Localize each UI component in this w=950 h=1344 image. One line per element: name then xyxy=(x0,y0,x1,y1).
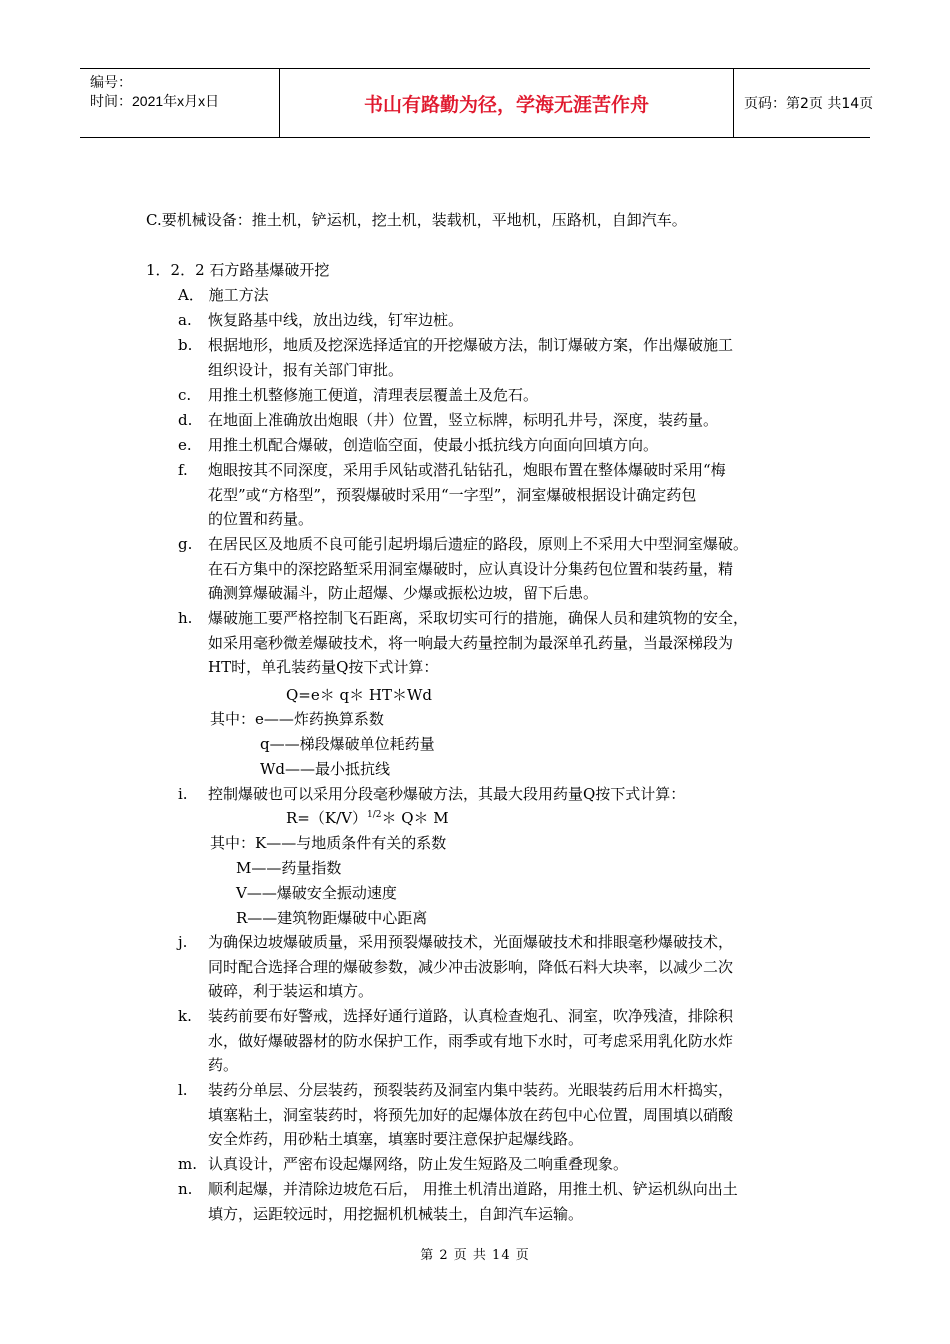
list-item-line: 组织设计，报有关部门审批。 xyxy=(208,360,404,379)
formula-1: Q=e＊ q＊ HT＊Wd xyxy=(286,686,432,704)
equipment-line: C.要机械设备：推土机，铲运机，挖土机，装载机，平地机，压路机，自卸汽车。 xyxy=(146,211,687,229)
method-title: A． 施工方法 xyxy=(178,286,269,304)
list-item-line: 装药分单层、分层装药，预裂装药及洞室内集中装药。光眼装药后用木杆捣实， xyxy=(208,1081,734,1100)
list-marker: m. xyxy=(178,1155,197,1174)
list-item-line: 用推土机配合爆破，创造临空面，使最小抵抗线方向面向回填方向。 xyxy=(208,435,659,454)
list-item-line: 顺利起爆，并清除边坡危石后， 用推土机清出道路，用推土机、铲运机纵向出土 xyxy=(208,1180,738,1199)
list-marker: k. xyxy=(178,1007,192,1026)
list-item-line: 如采用毫秒微差爆破技术，将一响最大药量控制为最深单孔药量，当最深梯段为 xyxy=(208,633,734,652)
formula-2-prefix: R=（K/V） xyxy=(286,809,367,827)
list-marker: g. xyxy=(178,535,193,554)
document-number-label: 编号： xyxy=(90,74,132,90)
header-motto: 书山有路勤为径，学海无涯苦作舟 xyxy=(280,69,734,137)
formula-2-m: M——药量指数 xyxy=(236,859,342,877)
page-footer: 第 2 页 共 14 页 xyxy=(420,1248,530,1263)
list-marker: a. xyxy=(178,311,192,329)
list-marker: d. xyxy=(178,410,193,429)
formula-2-v: V——爆破安全振动速度 xyxy=(236,884,397,902)
item-i-text: 控制爆破也可以采用分段毫秒爆破方法，其最大段用药量Q按下式计算： xyxy=(208,785,686,803)
list-item-line: 炮眼按其不同深度，采用手风钻或潜孔钻钻孔，炮眼布置在整体爆破时采用“梅 xyxy=(208,461,726,479)
section-title: 1．2．2 石方路基爆破开挖 xyxy=(146,261,330,279)
list-item-line: 恢复路基中线，放出边线，钉牢边桩。 xyxy=(208,311,464,329)
formula-2 xyxy=(286,806,449,831)
list-item-line: HT时，单孔装药量Q按下式计算： xyxy=(208,658,439,677)
formula-1-where: 其中：e——炸药换算系数 xyxy=(210,710,384,728)
formula-2-exponent: 1/2 xyxy=(366,810,382,820)
formula-1-q: q——梯段爆破单位耗药量 xyxy=(260,735,435,753)
list-item-line: 破碎，利于装运和填方。 xyxy=(208,982,374,1000)
list-marker: e. xyxy=(178,435,192,454)
list-marker: n. xyxy=(178,1180,193,1199)
header-meta xyxy=(80,69,280,137)
list-item-line: 用推土机整修施工便道，清理表层覆盖土及危石。 xyxy=(208,385,539,404)
list-item-line: 在地面上准确放出炮眼（井）位置，竖立标牌，标明孔井号，深度，装药量。 xyxy=(208,410,719,429)
page-header xyxy=(80,68,874,138)
list-item-line: 根据地形，地质及挖深选择适宜的开挖爆破方法，制订爆破方案，作出爆破施工 xyxy=(208,336,734,355)
formula-2-r: R——建筑物距爆破中心距离 xyxy=(236,909,428,927)
list-marker: c. xyxy=(178,385,192,404)
list-item-line: 确测算爆破漏斗，防止超爆、少爆或振松边坡，留下后患。 xyxy=(208,584,599,603)
list-item-line: 爆破施工要严格控制飞石距离，采取切实可行的措施，确保人员和建筑物的安全， xyxy=(208,609,749,628)
list-item-line: 安全炸药，用砂粘土填塞，填塞时要注意保护起爆线路。 xyxy=(208,1130,584,1149)
formula-2-suffix: ＊ Q＊ M xyxy=(381,809,449,827)
document-time-label: 时间：2021年x月x日 xyxy=(90,93,220,109)
list-item-line: 认真设计，严密布设起爆网络，防止发生短路及二响重叠现象。 xyxy=(208,1155,629,1174)
formula-1-wd: Wd——最小抵抗线 xyxy=(260,760,391,778)
list-marker: l. xyxy=(178,1081,188,1100)
list-marker: f. xyxy=(178,461,188,479)
list-marker: i. xyxy=(178,785,188,803)
list-item-line: 为确保边坡爆破质量，采用预裂爆破技术，光面爆破技术和排眼毫秒爆破技术， xyxy=(208,933,734,951)
list-marker: j. xyxy=(178,933,188,951)
list-item-line: 的位置和药量。 xyxy=(208,510,314,528)
list-item-line: 同时配合选择合理的爆破参数，减少冲击波影响，降低石料大块率，以减少二次 xyxy=(208,957,734,976)
header-page-label: 页码：第2页 共14页 xyxy=(744,96,874,112)
list-item-line: 在居民区及地质不良可能引起坍塌后遗症的路段，原则上不采用大中型洞室爆破。 xyxy=(208,535,749,554)
list-item-line: 在石方集中的深挖路堑采用洞室爆破时，应认真设计分集药包位置和装药量，精 xyxy=(208,559,734,578)
list-item-line: 填方，运距较远时，用挖掘机机械装土，自卸汽车运输。 xyxy=(208,1204,584,1223)
list-marker: b. xyxy=(178,336,193,355)
list-item-line: 花型”或“方格型”，预裂爆破时采用“一字型”，洞室爆破根据设计确定药包 xyxy=(208,485,697,504)
list-item-line: 水，做好爆破器材的防水保护工作，雨季或有地下水时，可考虑采用乳化防水炸 xyxy=(208,1031,734,1050)
list-marker: h. xyxy=(178,609,193,628)
list-item-line: 药。 xyxy=(208,1056,239,1075)
list-item-line: 装药前要布好警戒，选择好通行道路，认真检查炮孔、洞室，吹净残渣，排除积 xyxy=(208,1007,734,1026)
formula-2-where: 其中：K——与地质条件有关的系数 xyxy=(210,834,447,852)
list-item-line: 填塞粘土，洞室装药时，将预先加好的起爆体放在药包中心位置，周围填以硝酸 xyxy=(208,1105,734,1124)
